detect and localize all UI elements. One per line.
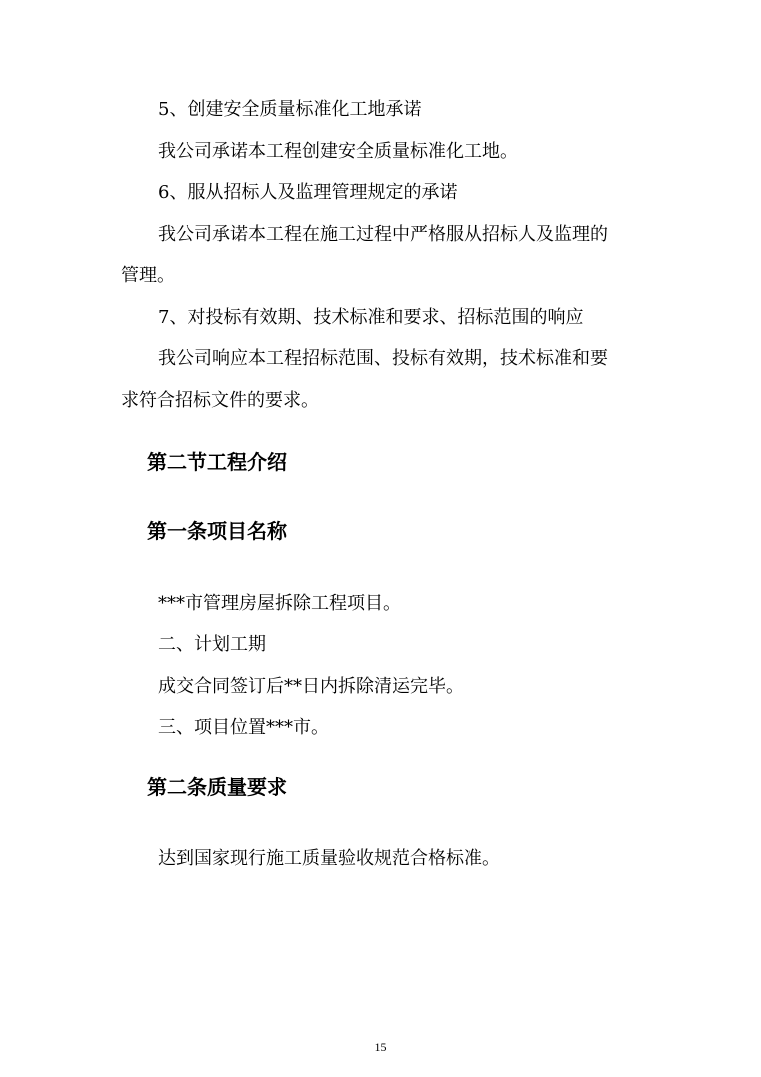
article-1-title: 第一条项目名称 <box>147 519 287 543</box>
schedule-heading: 二、计划工期 <box>158 634 266 655</box>
paragraph-commitment-5-heading: 5、创建安全质量标准化工地承诺 <box>158 99 422 120</box>
paragraph-commitment-6-body-line2: 管理。 <box>121 265 175 286</box>
project-name-text: ***市管理房屋拆除工程项目。 <box>158 593 401 614</box>
paragraph-commitment-7-body-line2: 求符合招标文件的要求。 <box>121 390 319 411</box>
section-title: 第二节工程介绍 <box>147 450 287 474</box>
paragraph-commitment-6-heading: 6、服从招标人及监理管理规定的承诺 <box>158 182 458 203</box>
location-text: 三、项目位置***市。 <box>158 717 329 738</box>
paragraph-commitment-6-body-line1: 我公司承诺本工程在施工过程中严格服从招标人及监理的 <box>158 224 608 245</box>
article-2-title: 第二条质量要求 <box>147 775 287 799</box>
page-number: 15 <box>374 1040 387 1054</box>
paragraph-commitment-5-body: 我公司承诺本工程创建安全质量标准化工地。 <box>158 141 518 162</box>
paragraph-commitment-7-body-line1: 我公司响应本工程招标范围、投标有效期，技术标准和要 <box>158 348 608 369</box>
paragraph-commitment-7-heading: 7、对投标有效期、技术标准和要求、招标范围的响应 <box>158 307 584 328</box>
schedule-text: 成交合同签订后**日内拆除清运完毕。 <box>158 676 464 697</box>
quality-requirement-text: 达到国家现行施工质量验收规范合格标准。 <box>158 848 500 869</box>
